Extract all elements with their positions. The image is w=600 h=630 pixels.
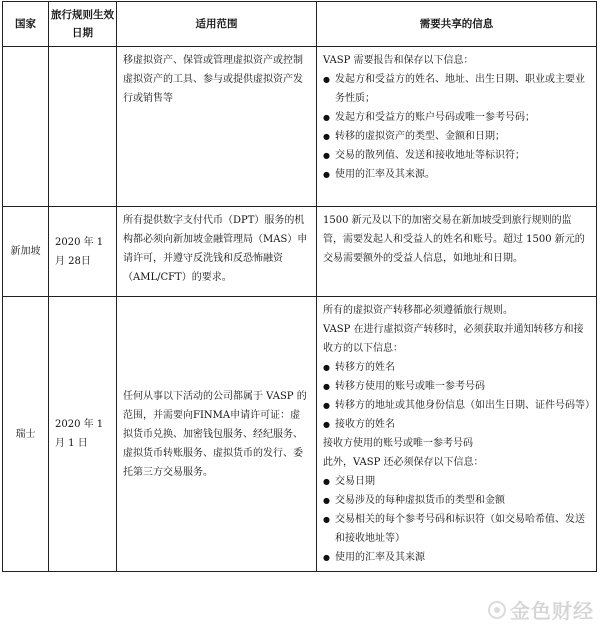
row-country: 新加坡 bbox=[3, 207, 49, 297]
row-scope: 任何从事以下活动的公司都属于 VASP 的范围，并需要向FINMA申请许可证：虚拟货币兑换、加密钱包服务、经纪服务、虚拟货币转账服务、虚拟货币的发行、委托第三方交易服务。 bbox=[117, 297, 317, 572]
row-date bbox=[49, 47, 117, 207]
row-country: 瑞士 bbox=[3, 297, 49, 572]
info-line: 此外，VASP 还必须保存以下信息： bbox=[323, 457, 484, 468]
row-info bbox=[317, 47, 597, 207]
info-line: VASP 在进行虚拟资产转移时，必须获取并通知转移方和接收方的以下信息： bbox=[323, 324, 584, 354]
row-info bbox=[317, 207, 597, 297]
row-country bbox=[3, 47, 49, 207]
info-line: 接收方使用的账号或唯一参考号码 bbox=[323, 438, 473, 449]
watermark bbox=[488, 595, 594, 624]
header-scope: 适用范围 bbox=[117, 2, 317, 47]
info-line: 1500 新元及以下的加密交易在新加坡受到旅行规则的监管，需要发起人和受益人的姓名和账号。超过 1500 新元的交易需要额外的受益人信息，如地址和日期。 bbox=[323, 215, 585, 264]
table-row bbox=[3, 47, 597, 207]
row-scope: 移虚拟资产、保管或管理虚拟资产或控制虚拟资产的工具、参与或提供虚拟资产发行或销售等 bbox=[117, 47, 317, 207]
bullet-item: ● 交易涉及的每种虚拟货币的类型和金额 bbox=[323, 491, 590, 510]
travel-rule-table bbox=[2, 1, 597, 572]
row-scope: 所有提供数字支付代币（DPT）服务的机构都必须向新加坡金融管理局（MAS）申请许可，并遵守反洗钱和反恐怖融资（AML/CFT）的要求。 bbox=[117, 207, 317, 297]
bullet-item: ● 转移方的姓名 bbox=[323, 358, 590, 377]
bullet-item: ● 转移的虚拟资产的类型、金额和日期； bbox=[323, 127, 590, 146]
watermark-text: 金色财经 bbox=[510, 599, 594, 623]
table-header-row bbox=[3, 2, 597, 47]
header-info: 需要共享的信息 bbox=[317, 2, 597, 47]
bullet-item: ● 交易日期 bbox=[323, 472, 590, 491]
bullet-item: ● 使用的汇率及其来源。 bbox=[323, 165, 590, 184]
header-country: 国家 bbox=[3, 2, 49, 47]
header-effective-date: 旅行规则生效日期 bbox=[49, 2, 117, 47]
bullet-item: ● 发起方和受益方的账户号码或唯一参考号码； bbox=[323, 108, 590, 127]
table-row bbox=[3, 207, 597, 297]
bullet-item: ● 接收方的姓名 bbox=[323, 415, 590, 434]
row-date: 2020 年 1 月 28日 bbox=[49, 207, 117, 297]
bullet-item: ● 使用的汇率及其来源 bbox=[323, 548, 590, 567]
bullet-item: ● 交易的散列值、发送和接收地址等标识符； bbox=[323, 146, 590, 165]
row-info bbox=[317, 297, 597, 572]
bullet-item: ● 转移方的地址或其他身份信息（如出生日期、证件号码等） bbox=[323, 396, 590, 415]
bullet-item: ● 转移方使用的账号或唯一参考号码 bbox=[323, 377, 590, 396]
info-line: 所有的虚拟资产转移都必须遵循旅行规则。 bbox=[323, 305, 513, 316]
table-row bbox=[3, 297, 597, 572]
jinse-logo-icon bbox=[488, 601, 506, 619]
row-date: 2020 年 1 月 1 日 bbox=[49, 297, 117, 572]
bullet-item: ● 交易相关的每个参考号码和标识符（如交易哈希值、发送和接收地址等） bbox=[323, 510, 590, 548]
info-line: VASP 需要报告和保存以下信息： bbox=[323, 55, 474, 66]
bullet-item: ● 发起方和受益方的姓名、地址、出生日期、职业或主要业务性质； bbox=[323, 70, 590, 108]
